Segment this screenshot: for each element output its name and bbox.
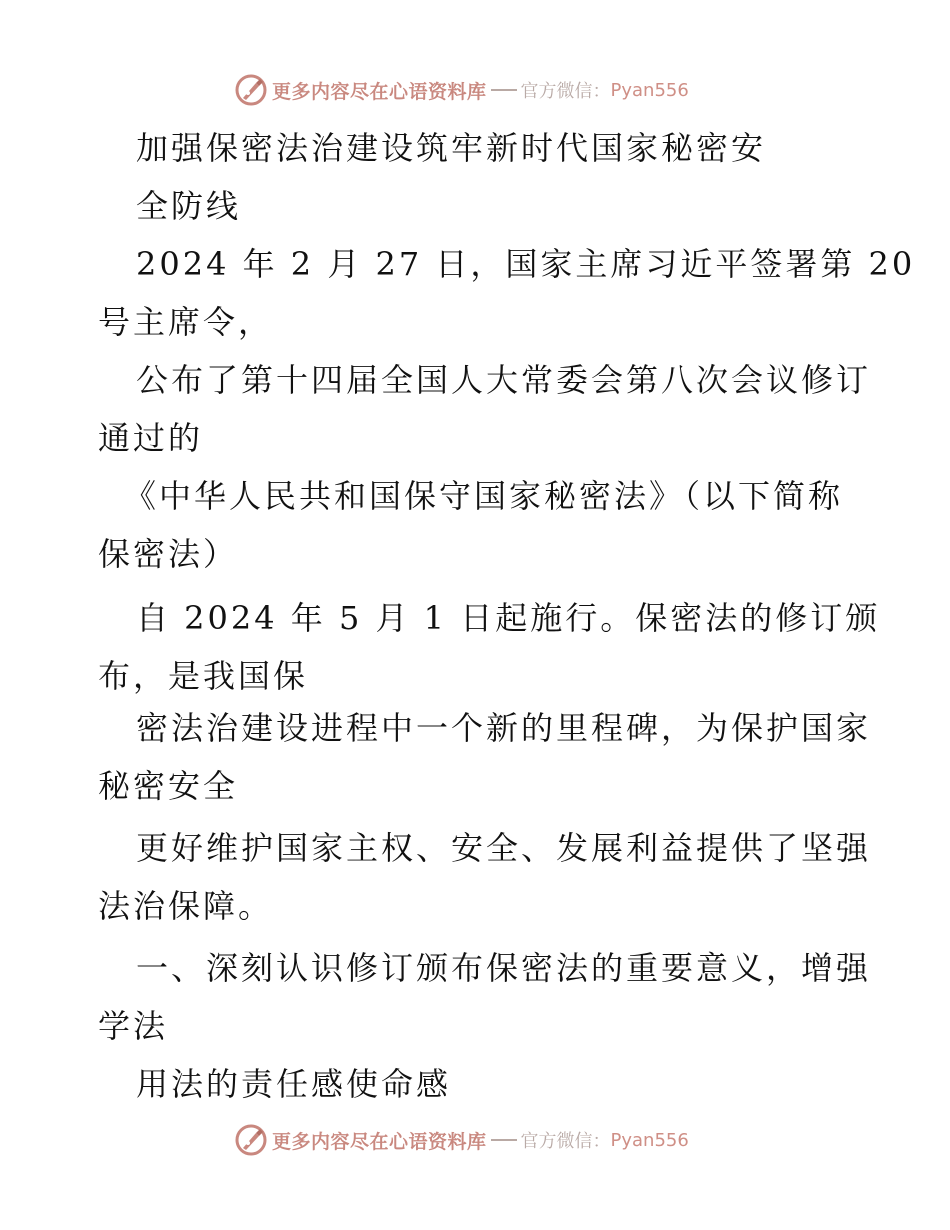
paragraph-line: 密法治建设进程中一个新的里程碑，为保护国家 (136, 709, 872, 747)
paragraph-line: 法治保障。 (98, 887, 274, 925)
paragraph-line: 更好维护国家主权、安全、发展利益提供了坚强 (136, 829, 872, 867)
paragraph-line: 2024 年 2 月 27 日，国家主席习近平签署第 20 (136, 245, 916, 283)
watermark-brand: 更多内容尽在心语资料库 (272, 80, 487, 103)
paragraph-line: 通过的 (98, 419, 204, 457)
watermark-dash (491, 89, 517, 91)
paragraph-line: 《中华人民共和国保守国家秘密法》（以下简称 (124, 477, 844, 515)
title-line-1: 加强保密法治建设筑牢新时代国家秘密安 (136, 129, 767, 167)
header-watermark (234, 72, 714, 108)
paragraph-line: 自 2024 年 5 月 1 日起施行。保密法的修订颁 (136, 599, 881, 637)
watermark-contact-label: 官方微信： (520, 81, 611, 102)
pen-logo-icon (234, 1123, 268, 1157)
paragraph-line: 保密法） (98, 535, 239, 573)
title-line-2: 全防线 (136, 187, 242, 225)
paragraph-line: 公布了第十四届全国人大常委会第八次会议修订 (136, 361, 872, 399)
section-heading-line: 学法 (98, 1007, 169, 1045)
watermark-contact-label: 官方微信： (520, 1131, 611, 1152)
paragraph-line: 号主席令， (98, 303, 274, 341)
pen-logo-icon (234, 73, 268, 107)
section-heading-line: 一、深刻认识修订颁布保密法的重要意义，增强 (136, 949, 872, 987)
paragraph-line: 布，是我国保 (98, 657, 309, 695)
watermark-contact-id: Pyan556 (610, 79, 689, 101)
footer-watermark (234, 1122, 714, 1158)
watermark-brand: 更多内容尽在心语资料库 (272, 1130, 487, 1153)
watermark-dash (491, 1139, 517, 1141)
watermark-contact-id: Pyan556 (610, 1129, 689, 1151)
paragraph-line: 秘密安全 (98, 767, 239, 805)
section-heading-line: 用法的责任感使命感 (136, 1065, 452, 1103)
